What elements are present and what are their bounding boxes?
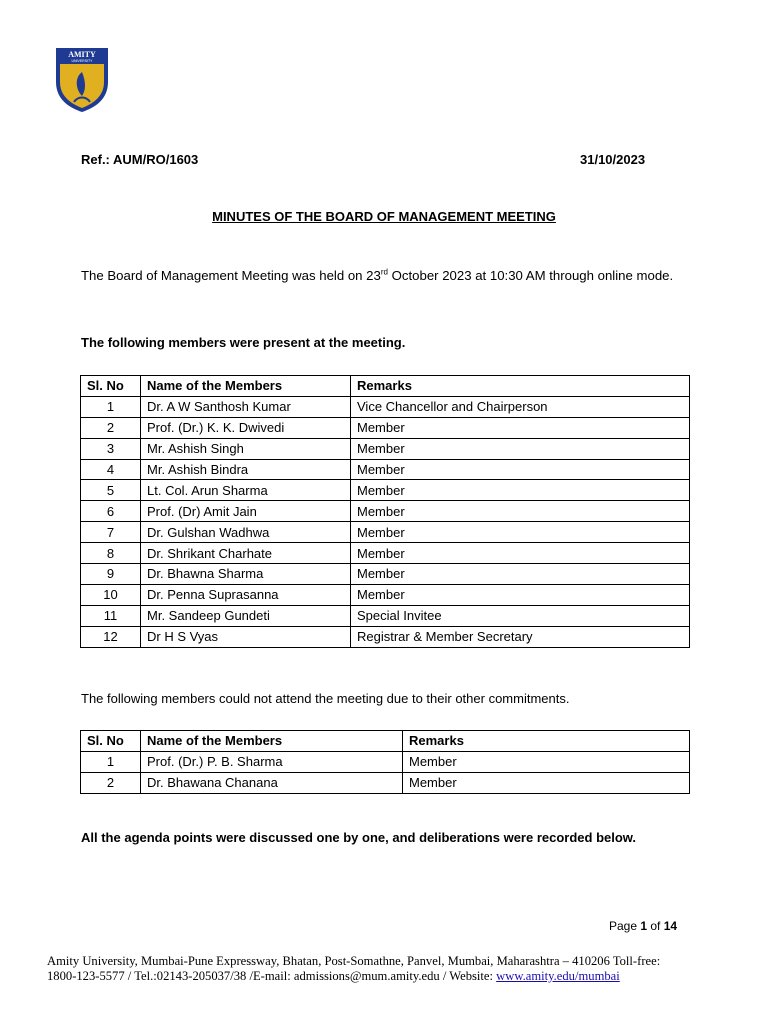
member-name-cell: Dr. Penna Suprasanna bbox=[141, 584, 351, 605]
column-header: Sl. No bbox=[81, 731, 141, 752]
svg-text:AMITY: AMITY bbox=[68, 50, 96, 59]
member-name-cell: Dr. Shrikant Charhate bbox=[141, 543, 351, 564]
intro-paragraph: The Board of Management Meeting was held on 23rd October 2023 at 10:30 AM through online mode. bbox=[81, 267, 674, 283]
serial-number-cell: 2 bbox=[81, 772, 141, 793]
remarks-cell: Member bbox=[403, 772, 690, 793]
absent-members-heading: The following members could not attend the meeting due to their other commitments. bbox=[81, 691, 570, 706]
remarks-cell: Vice Chancellor and Chairperson bbox=[351, 396, 690, 417]
website-link[interactable]: www.amity.edu/mumbai bbox=[496, 969, 620, 983]
member-name-cell: Prof. (Dr.) P. B. Sharma bbox=[141, 751, 403, 772]
footer-address: Amity University, Mumbai-Pune Expressway, Bhatan, Post-Somathne, Panvel, Mumbai, Maharashtra – 410206 Toll-free: 1800-123-5577 / Tel.:02143-205037/38 /E-mail: admissions@mum.amity.edu / Website: www.amity.edu/mumbai bbox=[47, 954, 661, 983]
remarks-cell: Member bbox=[351, 564, 690, 585]
serial-number-cell: 8 bbox=[81, 543, 141, 564]
table-row bbox=[81, 605, 690, 626]
table-row bbox=[81, 584, 690, 605]
member-name-cell: Mr. Ashish Singh bbox=[141, 438, 351, 459]
reference-number: Ref.: AUM/RO/1603 bbox=[81, 152, 199, 167]
member-name-cell: Lt. Col. Arun Sharma bbox=[141, 480, 351, 501]
absent-members-table bbox=[80, 730, 690, 794]
serial-number-cell: 1 bbox=[81, 751, 141, 772]
serial-number-cell: 12 bbox=[81, 626, 141, 647]
serial-number-cell: 9 bbox=[81, 564, 141, 585]
remarks-cell: Member bbox=[351, 417, 690, 438]
serial-number-cell: 11 bbox=[81, 605, 141, 626]
table-row bbox=[81, 417, 690, 438]
member-name-cell: Prof. (Dr.) K. K. Dwivedi bbox=[141, 417, 351, 438]
remarks-cell: Member bbox=[351, 543, 690, 564]
remarks-cell: Member bbox=[403, 751, 690, 772]
member-name-cell: Mr. Sandeep Gundeti bbox=[141, 605, 351, 626]
serial-number-cell: 10 bbox=[81, 584, 141, 605]
table-row bbox=[81, 751, 690, 772]
table-row bbox=[81, 480, 690, 501]
serial-number-cell: 2 bbox=[81, 417, 141, 438]
member-name-cell: Prof. (Dr) Amit Jain bbox=[141, 501, 351, 522]
remarks-cell: Member bbox=[351, 522, 690, 543]
present-members-heading: The following members were present at the meeting. bbox=[81, 335, 406, 350]
member-name-cell: Mr. Ashish Bindra bbox=[141, 459, 351, 480]
remarks-cell: Member bbox=[351, 438, 690, 459]
member-name-cell: Dr. Gulshan Wadhwa bbox=[141, 522, 351, 543]
amity-logo bbox=[52, 46, 112, 114]
member-name-cell: Dr. Bhawana Chanana bbox=[141, 772, 403, 793]
remarks-cell: Member bbox=[351, 501, 690, 522]
remarks-cell: Member bbox=[351, 480, 690, 501]
svg-text:UNIVERSITY: UNIVERSITY bbox=[71, 59, 93, 63]
serial-number-cell: 3 bbox=[81, 438, 141, 459]
remarks-cell: Member bbox=[351, 459, 690, 480]
column-header: Name of the Members bbox=[141, 731, 403, 752]
member-name-cell: Dr. Bhawna Sharma bbox=[141, 564, 351, 585]
member-name-cell: Dr H S Vyas bbox=[141, 626, 351, 647]
serial-number-cell: 6 bbox=[81, 501, 141, 522]
remarks-cell: Special Invitee bbox=[351, 605, 690, 626]
document-date: 31/10/2023 bbox=[580, 152, 646, 167]
column-header: Remarks bbox=[403, 731, 690, 752]
page-number: Page 1 of 14 bbox=[609, 919, 678, 933]
table-row bbox=[81, 438, 690, 459]
table-row bbox=[81, 459, 690, 480]
table-row bbox=[81, 772, 690, 793]
serial-number-cell: 1 bbox=[81, 396, 141, 417]
table-row bbox=[81, 501, 690, 522]
page-title: MINUTES OF THE BOARD OF MANAGEMENT MEETING bbox=[212, 209, 556, 224]
table-row bbox=[81, 522, 690, 543]
member-name-cell: Dr. A W Santhosh Kumar bbox=[141, 396, 351, 417]
serial-number-cell: 7 bbox=[81, 522, 141, 543]
column-header: Sl. No bbox=[81, 376, 141, 397]
agenda-note: All the agenda points were discussed one by one, and deliberations were recorded below. bbox=[81, 830, 637, 845]
column-header: Remarks bbox=[351, 376, 690, 397]
present-members-table bbox=[80, 375, 690, 648]
serial-number-cell: 5 bbox=[81, 480, 141, 501]
table-row bbox=[81, 543, 690, 564]
table-row bbox=[81, 564, 690, 585]
remarks-cell: Registrar & Member Secretary bbox=[351, 626, 690, 647]
serial-number-cell: 4 bbox=[81, 459, 141, 480]
table-row bbox=[81, 396, 690, 417]
table-header-row bbox=[81, 376, 690, 397]
column-header: Name of the Members bbox=[141, 376, 351, 397]
remarks-cell: Member bbox=[351, 584, 690, 605]
table-row bbox=[81, 626, 690, 647]
table-header-row bbox=[81, 731, 690, 752]
